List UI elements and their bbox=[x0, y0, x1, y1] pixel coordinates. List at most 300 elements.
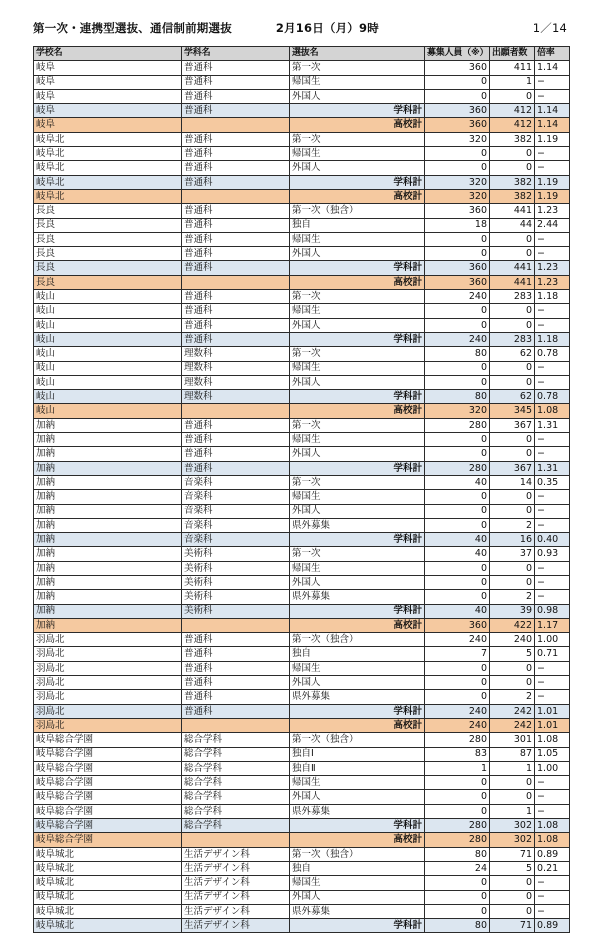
table-row bbox=[34, 904, 570, 918]
cell-ratio: − bbox=[535, 490, 570, 504]
cell-capacity: 240 bbox=[425, 332, 490, 346]
cell-ratio: 1.00 bbox=[535, 633, 570, 647]
cell-applicants: 1 bbox=[490, 804, 535, 818]
cell-school: 岐阜城北 bbox=[34, 890, 182, 904]
cell-selection: 第一次（独含） bbox=[290, 733, 425, 747]
cell-department: 普通科 bbox=[182, 204, 290, 218]
cell-capacity: 80 bbox=[425, 847, 490, 861]
cell-school: 岐山 bbox=[34, 375, 182, 389]
cell-applicants: 0 bbox=[490, 890, 535, 904]
cell-ratio: 1.18 bbox=[535, 332, 570, 346]
cell-department bbox=[182, 718, 290, 732]
table-row bbox=[34, 547, 570, 561]
cell-capacity: 0 bbox=[425, 375, 490, 389]
table-row bbox=[34, 447, 570, 461]
cell-ratio: 1.31 bbox=[535, 418, 570, 432]
cell-capacity: 1 bbox=[425, 761, 490, 775]
cell-department: 生活デザイン科 bbox=[182, 890, 290, 904]
cell-ratio: − bbox=[535, 75, 570, 89]
document-header bbox=[33, 17, 571, 39]
cell-applicants: 1 bbox=[490, 761, 535, 775]
table-row bbox=[34, 204, 570, 218]
cell-department-total-label: 学科計 bbox=[290, 332, 425, 346]
table-row bbox=[34, 361, 570, 375]
cell-department: 普通科 bbox=[182, 418, 290, 432]
cell-ratio: 0.78 bbox=[535, 347, 570, 361]
cell-applicants: 0 bbox=[490, 147, 535, 161]
cell-department bbox=[182, 833, 290, 847]
cell-applicants: 0 bbox=[490, 661, 535, 675]
cell-selection: 県外募集 bbox=[290, 904, 425, 918]
table-row bbox=[34, 647, 570, 661]
cell-school: 岐阜城北 bbox=[34, 904, 182, 918]
cell-school: 加納 bbox=[34, 604, 182, 618]
cell-selection: 第一次 bbox=[290, 475, 425, 489]
cell-school: 岐阜北 bbox=[34, 161, 182, 175]
cell-applicants: 302 bbox=[490, 833, 535, 847]
cell-school: 岐山 bbox=[34, 390, 182, 404]
cell-applicants: 2 bbox=[490, 590, 535, 604]
cell-school-total-label: 高校計 bbox=[290, 275, 425, 289]
cell-capacity: 240 bbox=[425, 290, 490, 304]
page-number: 1／14 bbox=[532, 21, 567, 35]
cell-applicants: 0 bbox=[490, 676, 535, 690]
cell-ratio: − bbox=[535, 590, 570, 604]
table-row bbox=[34, 604, 570, 618]
cell-school: 岐阜北 bbox=[34, 132, 182, 146]
table-row bbox=[34, 718, 570, 732]
cell-selection: 外国人 bbox=[290, 318, 425, 332]
cell-applicants: 2 bbox=[490, 518, 535, 532]
table-row bbox=[34, 218, 570, 232]
table-body bbox=[34, 61, 570, 933]
cell-capacity: 0 bbox=[425, 804, 490, 818]
cell-ratio: − bbox=[535, 561, 570, 575]
cell-selection: 外国人 bbox=[290, 89, 425, 103]
table-row bbox=[34, 418, 570, 432]
cell-ratio: 1.01 bbox=[535, 704, 570, 718]
cell-ratio: − bbox=[535, 876, 570, 890]
cell-school: 岐阜総合学園 bbox=[34, 733, 182, 747]
table-row bbox=[34, 518, 570, 532]
cell-department: 総合学科 bbox=[182, 790, 290, 804]
cell-school: 岐阜総合学園 bbox=[34, 761, 182, 775]
cell-department: 普通科 bbox=[182, 332, 290, 346]
cell-ratio: 1.14 bbox=[535, 118, 570, 132]
cell-ratio: 1.08 bbox=[535, 819, 570, 833]
cell-department: 総合学科 bbox=[182, 761, 290, 775]
cell-capacity: 18 bbox=[425, 218, 490, 232]
cell-school-total-label: 高校計 bbox=[290, 118, 425, 132]
cell-applicants: 412 bbox=[490, 118, 535, 132]
table-row bbox=[34, 876, 570, 890]
table-row bbox=[34, 633, 570, 647]
cell-school: 岐山 bbox=[34, 290, 182, 304]
cell-applicants: 367 bbox=[490, 461, 535, 475]
cell-applicants: 0 bbox=[490, 304, 535, 318]
cell-ratio: 0.98 bbox=[535, 604, 570, 618]
cell-applicants: 5 bbox=[490, 647, 535, 661]
cell-applicants: 0 bbox=[490, 490, 535, 504]
cell-applicants: 16 bbox=[490, 533, 535, 547]
cell-department: 普通科 bbox=[182, 218, 290, 232]
cell-school: 岐阜城北 bbox=[34, 847, 182, 861]
cell-ratio: − bbox=[535, 904, 570, 918]
cell-school: 加納 bbox=[34, 618, 182, 632]
table-row bbox=[34, 490, 570, 504]
table-row bbox=[34, 504, 570, 518]
cell-department: 普通科 bbox=[182, 704, 290, 718]
table-header-row bbox=[34, 47, 570, 61]
table-row bbox=[34, 89, 570, 103]
table-row bbox=[34, 75, 570, 89]
cell-capacity: 0 bbox=[425, 490, 490, 504]
cell-capacity: 40 bbox=[425, 604, 490, 618]
cell-applicants: 0 bbox=[490, 790, 535, 804]
cell-school: 加納 bbox=[34, 547, 182, 561]
cell-ratio: 1.17 bbox=[535, 618, 570, 632]
cell-capacity: 280 bbox=[425, 461, 490, 475]
cell-ratio: 1.08 bbox=[535, 404, 570, 418]
cell-school: 加納 bbox=[34, 504, 182, 518]
cell-capacity: 360 bbox=[425, 61, 490, 75]
cell-applicants: 441 bbox=[490, 275, 535, 289]
cell-ratio: 1.31 bbox=[535, 461, 570, 475]
cell-selection: 外国人 bbox=[290, 447, 425, 461]
cell-school: 羽島北 bbox=[34, 633, 182, 647]
cell-ratio: 1.19 bbox=[535, 189, 570, 203]
cell-school: 岐阜総合学園 bbox=[34, 804, 182, 818]
table-row bbox=[34, 332, 570, 346]
cell-ratio: − bbox=[535, 518, 570, 532]
cell-selection: 外国人 bbox=[290, 161, 425, 175]
cell-applicants: 0 bbox=[490, 504, 535, 518]
cell-ratio: − bbox=[535, 304, 570, 318]
cell-capacity: 0 bbox=[425, 518, 490, 532]
table-row bbox=[34, 290, 570, 304]
cell-school-total-label: 高校計 bbox=[290, 189, 425, 203]
cell-ratio: − bbox=[535, 790, 570, 804]
table-row bbox=[34, 433, 570, 447]
cell-applicants: 37 bbox=[490, 547, 535, 561]
cell-ratio: − bbox=[535, 232, 570, 246]
cell-department: 理数科 bbox=[182, 361, 290, 375]
table-row bbox=[34, 575, 570, 589]
cell-selection: 県外募集 bbox=[290, 590, 425, 604]
cell-department: 美術科 bbox=[182, 561, 290, 575]
table-header bbox=[34, 47, 570, 61]
cell-school: 加納 bbox=[34, 490, 182, 504]
table-row bbox=[34, 318, 570, 332]
cell-applicants: 412 bbox=[490, 104, 535, 118]
cell-school: 岐山 bbox=[34, 318, 182, 332]
cell-selection: 県外募集 bbox=[290, 690, 425, 704]
table-row bbox=[34, 104, 570, 118]
cell-school: 羽島北 bbox=[34, 704, 182, 718]
cell-ratio: 1.14 bbox=[535, 61, 570, 75]
cell-applicants: 240 bbox=[490, 633, 535, 647]
table-row bbox=[34, 561, 570, 575]
table-row bbox=[34, 390, 570, 404]
cell-department: 理数科 bbox=[182, 390, 290, 404]
cell-selection: 帰国生 bbox=[290, 232, 425, 246]
cell-applicants: 411 bbox=[490, 61, 535, 75]
cell-ratio: 0.35 bbox=[535, 475, 570, 489]
cell-school: 加納 bbox=[34, 461, 182, 475]
cell-ratio: 0.89 bbox=[535, 919, 570, 933]
cell-selection: 外国人 bbox=[290, 890, 425, 904]
cell-selection: 独自Ⅱ bbox=[290, 761, 425, 775]
cell-selection: 独自 bbox=[290, 861, 425, 875]
cell-capacity: 0 bbox=[425, 318, 490, 332]
cell-capacity: 360 bbox=[425, 275, 490, 289]
cell-capacity: 320 bbox=[425, 189, 490, 203]
table-row bbox=[34, 404, 570, 418]
cell-department: 普通科 bbox=[182, 232, 290, 246]
cell-ratio: − bbox=[535, 375, 570, 389]
cell-school: 岐阜総合学園 bbox=[34, 833, 182, 847]
table-row bbox=[34, 890, 570, 904]
cell-school-total-label: 高校計 bbox=[290, 404, 425, 418]
cell-capacity: 0 bbox=[425, 590, 490, 604]
cell-department-total-label: 学科計 bbox=[290, 390, 425, 404]
table-row bbox=[34, 232, 570, 246]
cell-capacity: 40 bbox=[425, 547, 490, 561]
cell-department: 普通科 bbox=[182, 633, 290, 647]
table-row bbox=[34, 175, 570, 189]
cell-department: 音楽科 bbox=[182, 504, 290, 518]
cell-applicants: 382 bbox=[490, 189, 535, 203]
cell-selection: 外国人 bbox=[290, 375, 425, 389]
cell-applicants: 0 bbox=[490, 375, 535, 389]
cell-selection: 第一次 bbox=[290, 547, 425, 561]
cell-department: 総合学科 bbox=[182, 747, 290, 761]
cell-department: 普通科 bbox=[182, 247, 290, 261]
cell-capacity: 320 bbox=[425, 175, 490, 189]
cell-school: 羽島北 bbox=[34, 647, 182, 661]
table-row bbox=[34, 804, 570, 818]
cell-ratio: 1.19 bbox=[535, 132, 570, 146]
table-row bbox=[34, 661, 570, 675]
cell-applicants: 1 bbox=[490, 75, 535, 89]
cell-ratio: − bbox=[535, 447, 570, 461]
cell-capacity: 80 bbox=[425, 347, 490, 361]
cell-department: 普通科 bbox=[182, 304, 290, 318]
cell-capacity: 0 bbox=[425, 89, 490, 103]
cell-ratio: 1.00 bbox=[535, 761, 570, 775]
cell-school: 羽島北 bbox=[34, 676, 182, 690]
cell-selection: 独自Ⅰ bbox=[290, 747, 425, 761]
cell-department: 普通科 bbox=[182, 89, 290, 103]
cell-department: 普通科 bbox=[182, 690, 290, 704]
cell-ratio: 1.08 bbox=[535, 733, 570, 747]
cell-capacity: 80 bbox=[425, 919, 490, 933]
cell-capacity: 83 bbox=[425, 747, 490, 761]
cell-capacity: 280 bbox=[425, 733, 490, 747]
cell-school: 加納 bbox=[34, 533, 182, 547]
table-row bbox=[34, 304, 570, 318]
table-row bbox=[34, 275, 570, 289]
cell-school: 岐阜総合学園 bbox=[34, 819, 182, 833]
cell-applicants: 0 bbox=[490, 575, 535, 589]
cell-department-total-label: 学科計 bbox=[290, 461, 425, 475]
cell-school: 岐阜城北 bbox=[34, 861, 182, 875]
cell-department: 総合学科 bbox=[182, 776, 290, 790]
cell-capacity: 0 bbox=[425, 890, 490, 904]
cell-selection: 外国人 bbox=[290, 504, 425, 518]
cell-selection: 帰国生 bbox=[290, 304, 425, 318]
cell-capacity: 240 bbox=[425, 633, 490, 647]
cell-department: 普通科 bbox=[182, 676, 290, 690]
cell-capacity: 0 bbox=[425, 561, 490, 575]
cell-department: 音楽科 bbox=[182, 475, 290, 489]
cell-selection: 第一次 bbox=[290, 132, 425, 146]
cell-ratio: − bbox=[535, 776, 570, 790]
cell-department bbox=[182, 118, 290, 132]
cell-applicants: 367 bbox=[490, 418, 535, 432]
cell-applicants: 441 bbox=[490, 204, 535, 218]
cell-school: 長良 bbox=[34, 275, 182, 289]
cell-ratio: 2.44 bbox=[535, 218, 570, 232]
cell-department: 音楽科 bbox=[182, 490, 290, 504]
cell-department: 普通科 bbox=[182, 75, 290, 89]
cell-capacity: 0 bbox=[425, 75, 490, 89]
cell-capacity: 280 bbox=[425, 418, 490, 432]
cell-department-total-label: 学科計 bbox=[290, 604, 425, 618]
cell-ratio: 1.05 bbox=[535, 747, 570, 761]
cell-department: 普通科 bbox=[182, 447, 290, 461]
page-title: 第一次・連携型選抜、通信制前期選抜 bbox=[33, 21, 232, 35]
cell-selection: 帰国生 bbox=[290, 361, 425, 375]
cell-department: 音楽科 bbox=[182, 518, 290, 532]
table-row bbox=[34, 147, 570, 161]
cell-ratio: − bbox=[535, 161, 570, 175]
cell-selection: 外国人 bbox=[290, 247, 425, 261]
cell-applicants: 441 bbox=[490, 261, 535, 275]
cell-capacity: 0 bbox=[425, 504, 490, 518]
cell-capacity: 0 bbox=[425, 147, 490, 161]
cell-department: 普通科 bbox=[182, 61, 290, 75]
column-header-school: 学校名 bbox=[34, 47, 182, 61]
cell-department: 普通科 bbox=[182, 132, 290, 146]
cell-capacity: 360 bbox=[425, 118, 490, 132]
table-row bbox=[34, 189, 570, 203]
table-row bbox=[34, 132, 570, 146]
cell-ratio: 1.23 bbox=[535, 261, 570, 275]
cell-capacity: 0 bbox=[425, 661, 490, 675]
cell-school: 岐阜城北 bbox=[34, 919, 182, 933]
table-row bbox=[34, 618, 570, 632]
table-row bbox=[34, 704, 570, 718]
cell-applicants: 382 bbox=[490, 132, 535, 146]
cell-department bbox=[182, 404, 290, 418]
cell-ratio: − bbox=[535, 361, 570, 375]
cell-selection: 帰国生 bbox=[290, 876, 425, 890]
cell-applicants: 71 bbox=[490, 919, 535, 933]
cell-school: 羽島北 bbox=[34, 690, 182, 704]
cell-selection: 帰国生 bbox=[290, 75, 425, 89]
table-row bbox=[34, 118, 570, 132]
cell-selection: 外国人 bbox=[290, 575, 425, 589]
cell-department: 美術科 bbox=[182, 604, 290, 618]
cell-applicants: 302 bbox=[490, 819, 535, 833]
cell-department: 普通科 bbox=[182, 318, 290, 332]
cell-department bbox=[182, 189, 290, 203]
cell-school-total-label: 高校計 bbox=[290, 618, 425, 632]
cell-department: 総合学科 bbox=[182, 733, 290, 747]
table-row bbox=[34, 247, 570, 261]
cell-capacity: 0 bbox=[425, 876, 490, 890]
applicants-table-wrapper bbox=[33, 46, 569, 933]
cell-capacity: 24 bbox=[425, 861, 490, 875]
table-row bbox=[34, 533, 570, 547]
cell-selection: 第一次 bbox=[290, 347, 425, 361]
cell-ratio: 1.19 bbox=[535, 175, 570, 189]
cell-department: 普通科 bbox=[182, 433, 290, 447]
cell-school: 岐阜北 bbox=[34, 175, 182, 189]
cell-school: 長良 bbox=[34, 204, 182, 218]
cell-ratio: 0.21 bbox=[535, 861, 570, 875]
cell-school: 加納 bbox=[34, 590, 182, 604]
column-header-department: 学科名 bbox=[182, 47, 290, 61]
cell-selection: 県外募集 bbox=[290, 804, 425, 818]
cell-applicants: 242 bbox=[490, 718, 535, 732]
cell-school-total-label: 高校計 bbox=[290, 718, 425, 732]
cell-school: 岐阜 bbox=[34, 104, 182, 118]
cell-applicants: 283 bbox=[490, 332, 535, 346]
cell-capacity: 0 bbox=[425, 776, 490, 790]
cell-school: 岐阜北 bbox=[34, 147, 182, 161]
cell-capacity: 40 bbox=[425, 475, 490, 489]
cell-applicants: 0 bbox=[490, 318, 535, 332]
cell-department-total-label: 学科計 bbox=[290, 819, 425, 833]
cell-school: 長良 bbox=[34, 247, 182, 261]
cell-selection: 外国人 bbox=[290, 676, 425, 690]
cell-capacity: 80 bbox=[425, 390, 490, 404]
cell-department bbox=[182, 618, 290, 632]
cell-school: 岐阜 bbox=[34, 118, 182, 132]
cell-applicants: 0 bbox=[490, 561, 535, 575]
cell-department: 理数科 bbox=[182, 347, 290, 361]
table-row bbox=[34, 375, 570, 389]
table-row bbox=[34, 919, 570, 933]
cell-ratio: 0.89 bbox=[535, 847, 570, 861]
cell-applicants: 62 bbox=[490, 390, 535, 404]
cell-department: 普通科 bbox=[182, 104, 290, 118]
cell-capacity: 280 bbox=[425, 833, 490, 847]
cell-school: 岐山 bbox=[34, 404, 182, 418]
cell-selection: 帰国生 bbox=[290, 776, 425, 790]
cell-ratio: − bbox=[535, 318, 570, 332]
cell-selection: 帰国生 bbox=[290, 661, 425, 675]
cell-department: 理数科 bbox=[182, 375, 290, 389]
cell-department: 美術科 bbox=[182, 575, 290, 589]
cell-applicants: 283 bbox=[490, 290, 535, 304]
cell-capacity: 360 bbox=[425, 204, 490, 218]
cell-applicants: 422 bbox=[490, 618, 535, 632]
cell-school: 長良 bbox=[34, 261, 182, 275]
cell-ratio: 0.40 bbox=[535, 533, 570, 547]
cell-school: 岐山 bbox=[34, 361, 182, 375]
table-row bbox=[34, 761, 570, 775]
cell-capacity: 320 bbox=[425, 132, 490, 146]
cell-department: 生活デザイン科 bbox=[182, 847, 290, 861]
table-row bbox=[34, 747, 570, 761]
cell-department: 生活デザイン科 bbox=[182, 919, 290, 933]
cell-ratio: 0.78 bbox=[535, 390, 570, 404]
cell-ratio: − bbox=[535, 89, 570, 103]
cell-department-total-label: 学科計 bbox=[290, 704, 425, 718]
